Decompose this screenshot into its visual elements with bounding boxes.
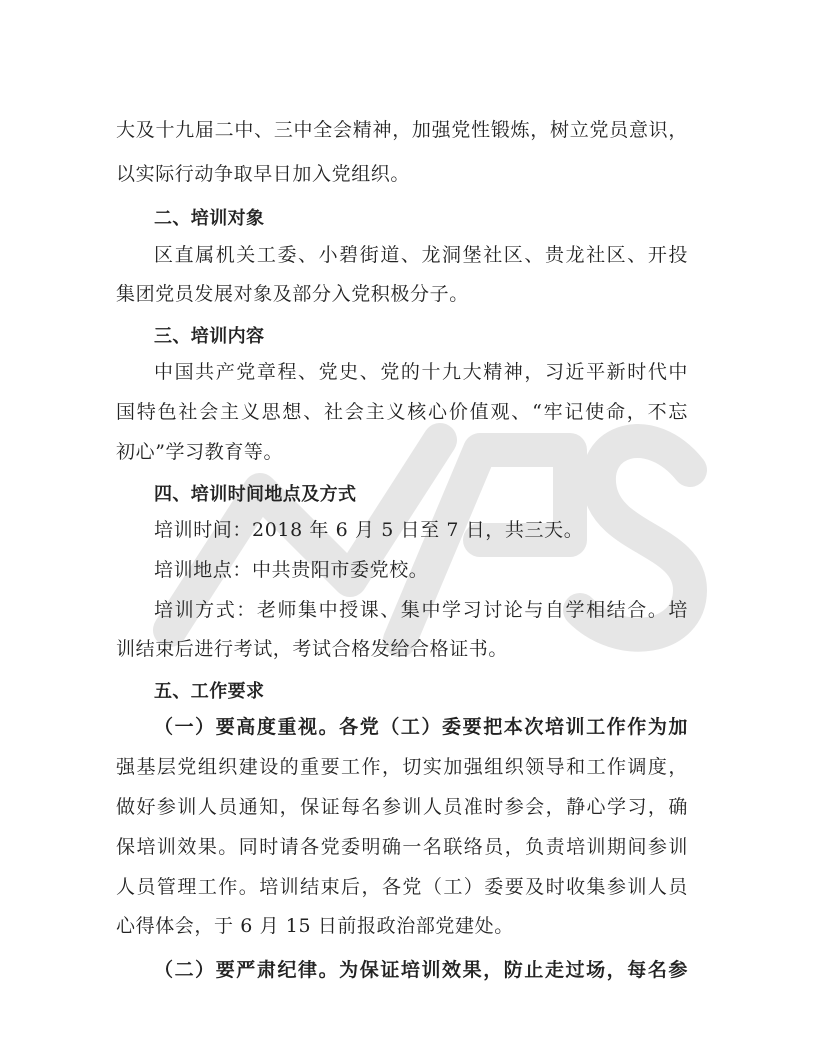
body-line-7: 初心”学习教育等。 <box>116 441 284 463</box>
body-line-1: 大及十九届二中、三中全会精神，加强党性锻炼，树立党员意识， <box>116 119 688 141</box>
section-heading-2: 二、培训对象 <box>154 208 265 229</box>
body-line-3: 区直属机关工委、小碧街道、龙洞堡社区、贵龙社区、开投 <box>154 244 688 266</box>
body-line-5: 中国共产党章程、党史、党的十九大精神，习近平新时代中 <box>154 361 688 383</box>
training-method: 培训方式：老师集中授课、集中学习讨论与自学相结合。培 <box>154 599 688 621</box>
section-heading-4: 四、培训时间地点及方式 <box>154 484 357 505</box>
body-line-9: 强基层党组织建设的重要工作，切实加强组织领导和工作调度， <box>116 756 688 778</box>
section-heading-3: 三、培训内容 <box>154 326 265 347</box>
body-line-2: 以实际行动争取早日加入党组织。 <box>116 163 411 185</box>
training-time: 培训时间：2018 年 6 月 5 日至 7 日，共三天。 <box>154 519 584 541</box>
body-line-11: 保培训效果。同时请各党委明确一名联络员，负责培训期间参训 <box>116 836 688 858</box>
section-heading-5: 五、工作要求 <box>154 681 265 702</box>
requirement-2: （二）要严肃纪律。为保证培训效果，防止走过场，每名参 <box>154 959 688 981</box>
body-line-8: 训结束后进行考试，考试合格发给合格证书。 <box>116 638 509 660</box>
requirement-1: （一）要高度重视。各党（工）委要把本次培训工作作为加 <box>154 716 688 738</box>
body-line-6: 国特色社会主义思想、社会主义核心价值观、“牢记使命，不忘 <box>116 401 688 423</box>
body-line-10: 做好参训人员通知，保证每名参训人员准时参会，静心学习，确 <box>116 796 688 818</box>
training-location: 培训地点：中共贵阳市委党校。 <box>154 559 429 581</box>
body-line-12: 人员管理工作。培训结束后，各党（工）委要及时收集参训人员 <box>116 876 688 898</box>
body-line-13: 心得体会，于 6 月 15 日前报政治部党建处。 <box>116 915 514 937</box>
body-line-4: 集团党员发展对象及部分入党积极分子。 <box>116 283 469 305</box>
